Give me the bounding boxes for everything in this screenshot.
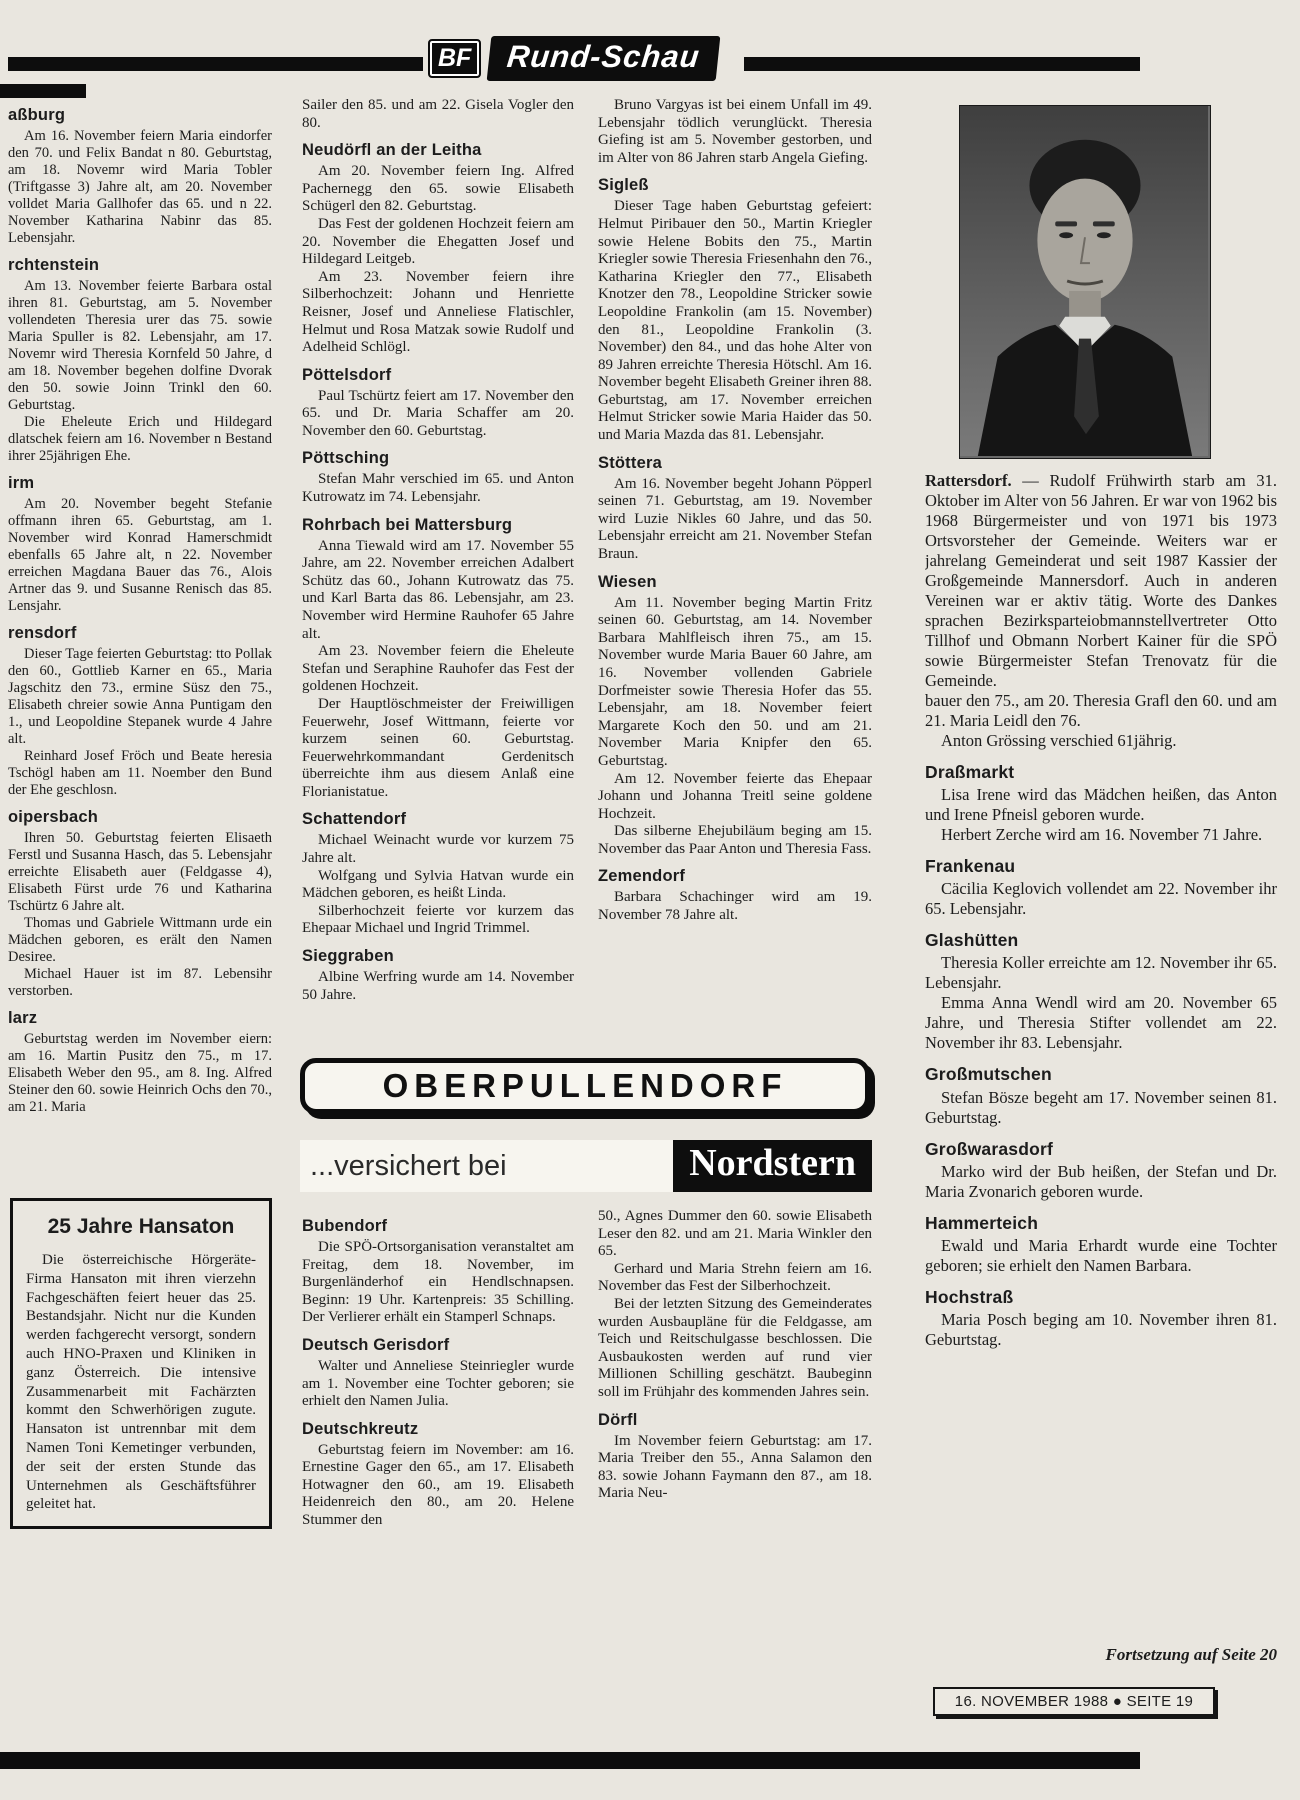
news-paragraph: Bei der letzten Sitzung des Gemeinderates wurden Ausbaupläne für die Feldgasse, am Teich und Reitschulgasse beschlossen. Die Ausbaukosten werden auf rund vier Millionen Schilling geschätzt. Baubeginn soll im Frühjahr des kommenden Jahres sein. [598,1295,872,1400]
news-paragraph: Der Hauptlöschmeister der Freiwilligen Feuerwehr, Josef Wittmann, feierte vor kurzem seinen 60. Geburtstag. Feuerwehrkommandant Gerdenitsch überreichte ihm aus diesem Anlaß eine Florianistatue. [302,695,574,800]
nordstern-logo: Nordstern [673,1140,872,1192]
corner-rule [0,84,86,98]
news-section [302,141,574,357]
news-section [302,516,574,802]
town-heading: irm [8,473,35,492]
news-paragraph: Am 20. November feiern Ing. Alfred Pachernegg den 65. sowie Elisabeth Schügerl den 82. Geburtstag. [302,163,574,215]
header-rule-left [8,57,423,71]
news-paragraph: Am 16. November begeht Johann Pöpperl seinen 71. Geburtstag, am 19. November wird Luzie Nikles 60 Jahre, und das 50. Lebensjahr erreicht am 21. November Stefan Braun. [598,475,872,562]
town-heading: Sieggraben [302,947,394,965]
news-section [302,366,574,441]
news-paragraph: Geburtstag werden im November eiern: am 16. Martin Pusitz den 75., m 17. Elisabeth Weber den 95., am 8. Ing. Alfred Steiner den 60. sowie Heinrich Ochs den 70., am 21. Maria [8,1030,272,1115]
column-2 [302,97,574,1053]
town-heading: Rohrbach bei Mattersburg [302,515,513,534]
town-heading: larz [8,1008,38,1027]
news-section [8,474,272,615]
town-heading: Großmutschen [925,1064,1052,1085]
continued-paragraph: 50., Agnes Dummer den 60. sowie Elisabeth Leser den 82. und am 21. Maria Winkler den 65. [598,1208,872,1260]
town-heading: Sigleß [598,176,649,195]
news-section [8,808,272,1000]
news-paragraph: Theresia Koller erreichte am 12. November ihr 65. Lebensjahr. [925,953,1277,993]
news-paragraph: Ihren 50. Geburtstag feierten Elisaeth Ferstl und Susanna Hasch, das 5. Lebensjahr erreichte Elisabeth auer (Feldgasse 4), Elisabeth Fürst urde 76 und Katharina Tschürtz 6 Jahre alt. [8,829,272,914]
town-heading: Pöttelsdorf [302,365,392,384]
caption-lead: Rattersdorf. [925,471,1012,490]
news-paragraph: Maria Posch beging am 10. November ihren 81. Geburtstag. [925,1309,1277,1349]
news-paragraph: Reinhard Josef Fröch und Beate heresia Tschögl haben am 11. Noember den Bund der Ehe geschlosn. [8,747,272,798]
bf-logo: BF [428,39,481,78]
town-heading: Frankenau [925,856,1016,877]
dateline-box: 16. NOVEMBER 1988 ● SEITE 19 [933,1687,1215,1716]
news-paragraph: Dieser Tage feierten Geburtstag: tto Pollak den 60., Gottlieb Karner en 65., Maria Jagschitz den 73., ermine Süsz den 75., Elisabeth chreier sowie Anna Puntigam den 1., und Leopoldine Stepanek wurde 4 Jahre alt. [8,645,272,747]
town-heading: Pöttsching [302,449,390,468]
town-heading: Draßmarkt [925,762,1015,782]
town-heading: rensdorf [8,623,77,642]
town-heading: Wiesen [598,572,657,591]
news-paragraph: Walter und Anneliese Steinriegler wurde am 1. November eine Tochter geboren; sie erhielt den Namen Julia. [302,1357,574,1410]
banner-label: OBERPULLENDORF [382,1067,788,1104]
town-heading: Bubendorf [302,1217,388,1235]
town-heading: Hammerteich [925,1212,1039,1233]
news-paragraph: Michael Weinacht wurde vor kurzem 75 Jahre alt. [302,832,574,867]
town-heading: Deutsch Gerisdorf [302,1335,450,1354]
news-section [598,454,872,564]
town-heading: Hochstraß [925,1286,1014,1307]
header-rule-right [744,57,1140,71]
news-paragraph: Das Fest der goldenen Hochzeit feiern am 20. November die Ehegatten Josef und Hildegard Leitgeb. [302,215,574,268]
continued-paragraph: Sailer den 85. und am 22. Gisela Vogler den 80. [302,97,574,131]
news-paragraph: Lisa Irene wird das Mädchen heißen, das Anton und Irene Pfneisl geboren wurde. [925,785,1277,825]
news-paragraph: Silberhochzeit feierte vor kurzem das Ehepaar Michael und Ingrid Trimmel. [302,902,574,937]
news-section [925,1287,1277,1350]
news-paragraph: Das silberne Ehejubiläum beging am 15. November das Paar Anton und Theresia Fass. [598,823,872,857]
news-paragraph: Am 16. November feiern Maria eindorfer den 70. und Felix Bandat n 80. Geburtstag, am 18. Novemr wird Maria Tobler (Triftgasse 3) Jahre alt, am 20. November volldet Maria Gallhofer das 65. und n 22. November Katharina Nabinr das 85. Lebensjahr. [8,127,272,246]
portrait-illustration [960,106,1208,456]
news-paragraph: Albine Werfring wurde am 14. November 50 Jahre. [302,968,574,1003]
news-paragraph: Am 12. November feierte das Ehepaar Johann und Johanna Treitl seine goldene Hochzeit. [598,770,872,822]
news-section [925,930,1277,1053]
news-paragraph: Anna Tiewald wird am 17. November 55 Jahre, am 22. November erreichen Adalbert Schütz das 60., Johann Kutrowatz das 75. und Karl Barta das 86. Lebensjahr, am 23. November wird Hermine Rauhofer 65 Jahre alt. [302,537,574,642]
nordstern-ad [300,1140,872,1192]
column-3 [598,97,872,1053]
news-section [598,1411,872,1503]
news-paragraph: Am 23. November feiern die Eheleute Stefan und Seraphine Rauhofer das Fest der goldenen Hochzeit. [302,643,574,695]
news-section [302,947,574,1004]
masthead-title: Rund-Schau [487,36,720,81]
news-section [598,867,872,924]
town-heading: Dörfl [598,1410,638,1429]
news-section [925,856,1277,919]
news-section [8,106,272,247]
news-paragraph: Ewald und Maria Erhardt wurde eine Tochter geboren; sie erhielt den Namen Barbara. [925,1235,1277,1275]
news-paragraph: Gerhard und Maria Strehn feiern am 16. November das Fest der Silberhochzeit. [598,1260,872,1295]
town-heading: Großwarasdorf [925,1138,1054,1159]
continuation-note: Fortsetzung auf Seite 20 [1105,1645,1277,1664]
news-section [302,1336,574,1411]
news-paragraph: Stefan Bösze begeht am 17. November seinen 81. Geburtstag. [925,1087,1277,1127]
news-paragraph: Die Eheleute Erich und Hildegard dlatschek feiern am 16. November n Bestand ihrer 25jährigen Ehe. [8,413,272,464]
continued-paragraph: Bruno Vargyas ist bei einem Unfall im 49. Lebensjahr tödlich verunglückt. Theresia Giefing ist am 5. November gestorben, und im Alter von 86 Jahren starb Angela Giefing. [598,97,872,166]
news-paragraph: Herbert Zerche wird am 16. November 71 Jahre. [941,825,1263,845]
column-1 [8,97,272,1189]
news-paragraph: Marko wird der Bub heißen, der Stefan und Dr. Maria Zvonarich geboren wurde. [925,1161,1277,1201]
news-section [598,176,872,444]
news-paragraph: Thomas und Gabriele Wittmann urde ein Mädchen geboren, es erält den Namen Desiree. [8,914,272,965]
column-3-lower [598,1208,872,1744]
town-heading: Neudörfl an der Leitha [302,141,482,160]
news-paragraph: Am 11. November beging Martin Fritz seinen 60. Geburtstag, am 14. November Barbara Mahlfleisch ihren 75., am 15. November wurde Maria Bauer 60 Jahre, am 16. November vollenden Gabriele Dorfmeister sowie Theresia Hofer das 55. Lebensjahr, am 18. November feiert Margarete Koch den 50. und am 21. November Maria Knipfer den 65. Geburtstag. [598,594,872,769]
hansaton-title: 25 Jahre Hansaton [47,1215,235,1238]
news-section [8,624,272,799]
town-heading: Glashütten [925,930,1019,951]
town-heading: Schattendorf [302,810,407,829]
news-paragraph: Am 13. November feierte Barbara ostal ihren 81. Geburtstag, am 5. November vollendeten Theresia urer das 75. sowie Maria Spuller is 82. Lebensjahr, am 17. Novemr wird Theresia Kornfeld 50 Jahre, d am 18. November begehen dolfine Dvorak den 50. sowie Joinn Trinkl den 60. Geburtstag. [8,277,272,413]
news-section [302,1217,574,1327]
masthead [428,36,718,81]
news-section [302,449,574,506]
town-heading: aßburg [8,106,66,124]
news-paragraph: Wolfgang und Sylvia Hatvan wurde ein Mädchen geboren, es heißt Linda. [302,867,574,902]
town-heading: rchtenstein [8,255,100,274]
town-heading: oipersbach [8,807,99,826]
footer-rule [0,1752,1140,1769]
news-paragraph: Emma Anna Wendl wird am 20. November 65 Jahre, und Theresia Stifter vollendet am 22. November ihr 83. Lebensjahr. [925,993,1277,1053]
caption-text: — Rudolf Frühwirth starb am 31. Oktober im Alter von 56 Jahren. Er war von 1962 bis 1968 Bürgermeister und von 1971 bis 1973 Ortsvorsteher der Gemeinde. Weiters war er jahrelang Gemeinderat und seit 1987 Kassier der Großgemeinde Mannersdorf. Auch in anderen Vereinen war er aktiv tätig. Worte des Dankes sprachen Bezirksparteiobmannstellvertreter Otto Tillhof und Obmann Norbert Kainer für die SPÖ sowie Bürgermeister Stefan Trenovatz für die Gemeinde. [925,471,1277,690]
news-section [925,1139,1277,1202]
news-paragraph: Paul Tschürtz feiert am 17. November den 65. und Dr. Maria Schaffer am 20. November den 60. Geburtstag. [302,387,574,439]
portrait-photo [959,105,1211,459]
news-paragraph: Dieser Tage haben Geburtstag gefeiert: Helmut Piribauer den 50., Martin Kriegler sowie Helene Bobits den 75., Martin Kriegler sowie Theresia Friesenhahn den 76., Katharina Kriegler den 77., Elisabeth Knotzer den 78., Leopoldine Stricker sowie Leopoldine Frankolin (am 15. November) den 81., Leopoldine Frankolin (3. November) den 84., und das hohe Alter von 89 Jahren erreichte Theresia Hötschl. Am 16. November begeht Elisabeth Greiner ihren 88. Geburtstag, am 17. November erreichen Helmut Stricker sowie Maria Haider das 50. und Maria Mazda das 81. Lebensjahr. [598,198,872,444]
hansaton-box [10,1198,272,1529]
news-section [925,1064,1277,1127]
town-heading: Deutschkreutz [302,1419,419,1438]
news-paragraph: Am 23. November feiern ihre Silberhochzeit: Johann und Henriette Reisner, Josef und Anneliese Flatischler, Helmut und Rosa Matzak sowie Rudolf und Adelheid Schlögl. [302,268,574,356]
photo-caption [925,471,1277,691]
oberpullendorf-banner [300,1058,870,1114]
hansaton-body: Die österreichische Hörgeräte-Firma Hansaton mit ihren vierzehn Fachgeschäften feiert heuer das 25. Bestandsjahr. Nicht nur die Kunden werden fachgerecht versorgt, sondern auch HNO-Praxen und Kliniken in ganz Österreich. Die intensive Zusammenarbeit mit Fachärzten kommt den Schwerhörigen zugute. Hansaton ist untrennbar mit dem Namen Toni Kemetinger verbunden, der seit der ersten Stunde das Unternehmen als Geschäftsführer geleitet hat. [26,1252,256,1513]
town-heading: Stöttera [598,453,662,472]
news-section [8,1009,272,1116]
news-paragraph: Michael Hauer ist im 87. Lebensihr verstorben. [8,965,272,999]
news-section [302,810,574,938]
news-paragraph: Cäcilia Keglovich vollendet am 22. November ihr 65. Lebensjahr. [925,879,1277,919]
news-paragraph: Barbara Schachinger wird am 19. November 78 Jahre alt. [598,889,872,924]
ad-slogan: ...versichert bei [310,1149,507,1182]
news-paragraph: Geburtstag feiern im November: am 16. Ernestine Gager den 65., am 17. Elisabeth Hotwagner den 60., am 19. Elisabeth Heidenreich den 80., am 20. Helene Stummer den [302,1441,574,1529]
news-paragraph: Die SPÖ-Ortsorganisation veranstaltet am Freitag, dem 18. November, im Burgenländerhof ein Hendlschnapsen. Beginn: 19 Uhr. Kartenpreis: 35 Schilling. Der Verlierer erhält ein Stamperl Schnaps. [302,1238,574,1326]
news-paragraph: Am 20. November begeht Stefanie offmann ihren 65. Geburtstag, am 1. November wird Konrad Hamerschmidt ebenfalls 65 Jahre alt, n 22. November erreichen Magdana Bauer das 76., Alois Artner das 9. und Susanne Renisch das 85. Lensjahr. [8,495,272,614]
news-section [598,573,872,859]
news-paragraph: Anton Grössing verschied 61jährig. [941,731,1177,750]
news-section [925,762,1277,845]
news-section [302,1420,574,1530]
town-heading: Zemendorf [598,867,686,886]
news-paragraph: Stefan Mahr verschied im 65. und Anton Kutrowatz im 74. Lebensjahr. [302,471,574,505]
news-section [8,256,272,465]
news-paragraph: Im November feiern Geburtstag: am 17. Maria Treiber den 55., Anna Salamon den 83. sowie Johann Faymann den 87., am 18. Maria Neu- [598,1432,872,1502]
continued-paragraph: bauer den 75., am 20. Theresia Grafl den 60. und am 21. Maria Leidl den 76. [925,691,1277,730]
news-section [925,1213,1277,1276]
column-2-lower [302,1208,574,1744]
column-4 [925,97,1277,1642]
